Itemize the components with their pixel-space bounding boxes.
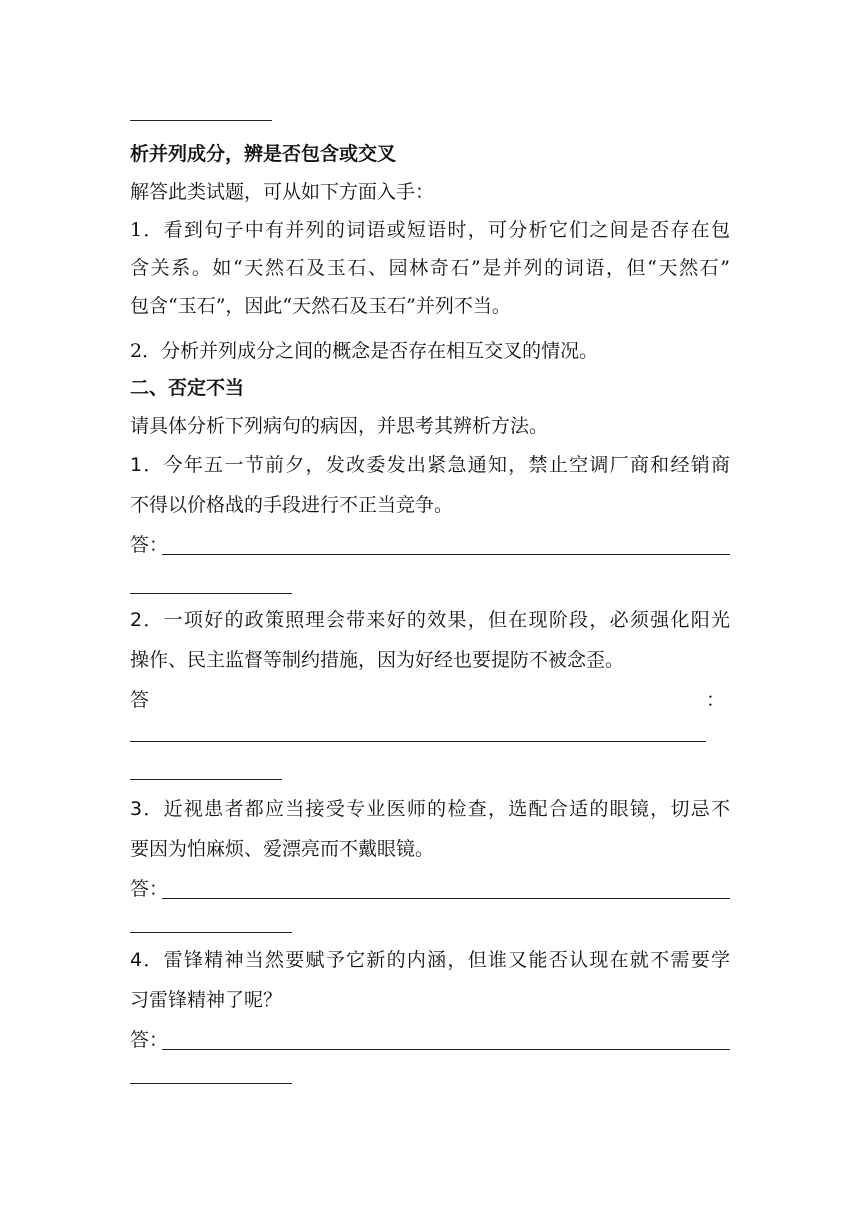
answer-1-blank-line-2 (130, 593, 292, 594)
question-4-line-2: 习雷锋精神了呢？ (130, 989, 283, 1011)
tip-line-1: 1．看到句子中有并列的词语或短语时，可分析它们之间是否存在包 (130, 219, 730, 241)
heading: 析并列成分，辨是否包含或交叉 (130, 143, 397, 165)
question-2-line-2: 操作、民主监督等制约措施，因为好经也要提防不被念歪。 (130, 649, 625, 671)
question-4-line-1: 4．雷锋精神当然要赋予它新的内涵，但谁又能否认现在就不需要学 (130, 949, 730, 971)
answer-3-label: 答： (130, 878, 169, 900)
intro-text: 解答此类试题，可从如下方面入手： (130, 181, 435, 203)
answer-1-blank-line-1 (162, 554, 730, 555)
question-1-line-1: 1．今年五一节前夕，发改委发出紧急通知，禁止空调厂商和经销商 (130, 454, 730, 476)
section-title: 二、否定不当 (130, 377, 245, 399)
answer-4-blank-line-2 (130, 1083, 292, 1084)
answer-2-colon: ： (706, 689, 726, 711)
top-answer-blank (130, 120, 272, 121)
question-2-line-1: 2．一项好的政策照理会带来好的效果，但在现阶段，必须强化阳光 (130, 609, 730, 631)
tip-line-4: 2．分析并列成分之间的概念是否存在相互交叉的情况。 (130, 340, 599, 362)
answer-2-blank-line-2 (130, 779, 282, 780)
answer-4-blank-line-1 (162, 1049, 730, 1050)
answer-1-label: 答： (130, 534, 169, 556)
answer-2-blank-line-1 (130, 741, 706, 742)
tip-line-2: 含关系。如“天然石及玉石、园林奇石”是并列的词语，但“天然石” (130, 257, 730, 279)
question-1-line-2: 不得以价格战的手段进行不正当竞争。 (130, 494, 454, 516)
tip-line-3: 包含“玉石”，因此“天然石及玉石”并列不当。 (130, 295, 511, 317)
answer-3-blank-line-1 (162, 898, 730, 899)
question-3-line-2: 要因为怕麻烦、爱漂亮而不戴眼镜。 (130, 838, 435, 860)
answer-4-label: 答： (130, 1029, 169, 1051)
answer-3-blank-line-2 (130, 932, 292, 933)
answer-2-label: 答 (130, 689, 150, 711)
instruction-text: 请具体分析下列病句的病因，并思考其辨析方法。 (130, 415, 549, 437)
question-3-line-1: 3．近视患者都应当接受专业医师的检查，选配合适的眼镜，切忌不 (130, 798, 730, 820)
